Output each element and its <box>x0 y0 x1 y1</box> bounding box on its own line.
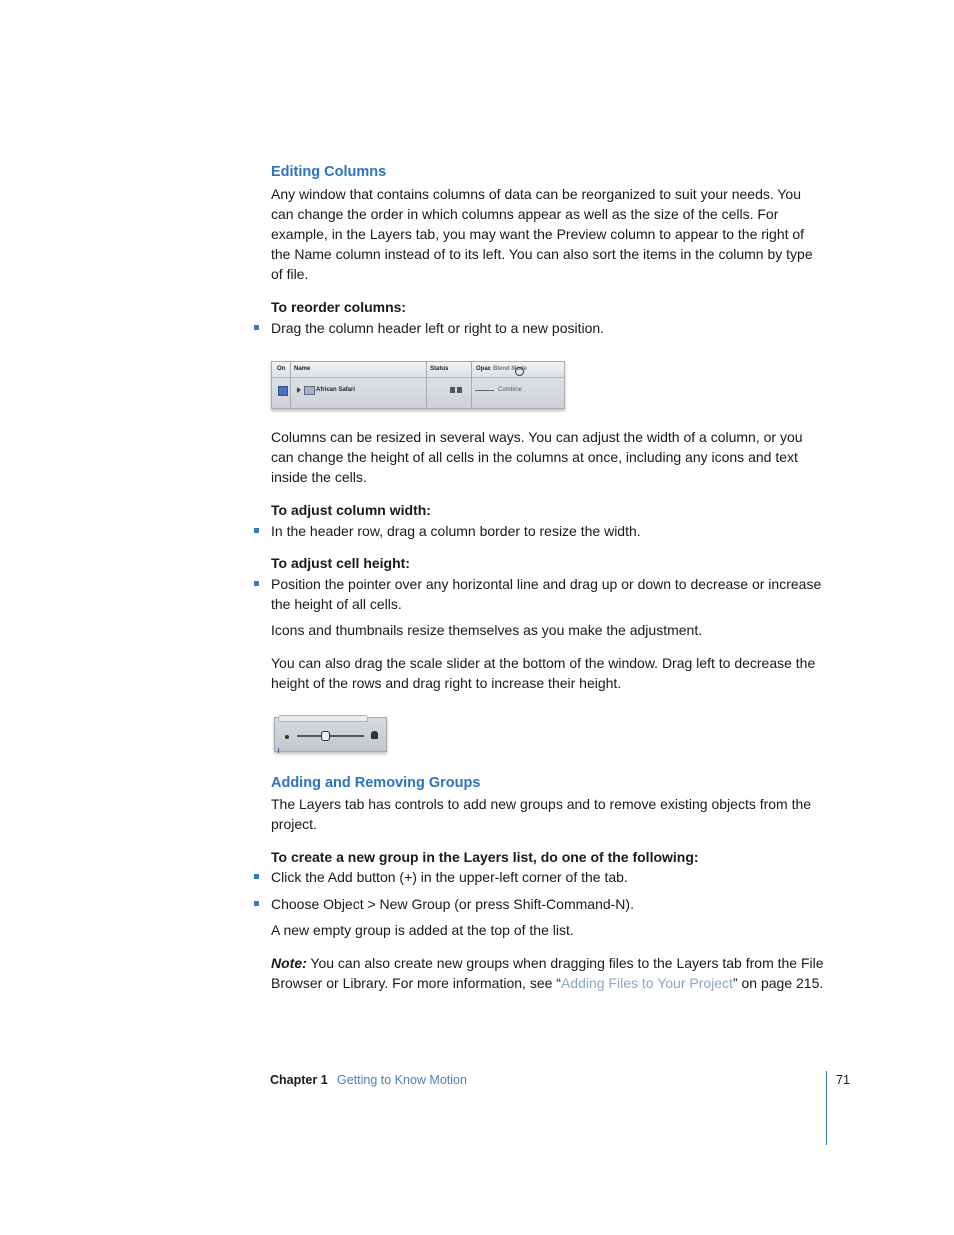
bullet-marker-icon <box>254 325 259 330</box>
group-icon <box>304 386 315 395</box>
scale-slider-knob[interactable] <box>321 731 330 741</box>
resize-handle <box>278 748 279 753</box>
layer-on-checkbox[interactable] <box>278 386 288 396</box>
disclosure-triangle-icon[interactable] <box>297 387 301 393</box>
column-header-opacity[interactable]: Opac <box>476 366 492 372</box>
create-group-lead: To create a new group in the Layers list, do one of the following: <box>271 849 699 865</box>
footer-rule <box>826 1071 827 1145</box>
layers-columns-screenshot <box>271 361 565 409</box>
scale-slider-screenshot <box>274 717 387 752</box>
lock-icon[interactable] <box>450 387 455 393</box>
column-border[interactable] <box>471 362 472 408</box>
bullet-marker-icon <box>254 901 259 906</box>
bullet-text: Click the Add button (+) in the upper-left corner of the tab. <box>271 869 628 885</box>
adjust-width-bullet <box>271 521 827 541</box>
section-heading-editing-columns: Editing Columns <box>271 164 387 180</box>
layer-name: African Safari <box>316 387 356 393</box>
editing-columns-intro: Any window that contains columns of data can be reorganized to suit your needs. You can change the order in which columns appear as well as the size of the cells. For example, in the Layers tab, you may want the Preview column to appear to the right of the Name column instead of to its left. You can also sort the items in the column by type of file. <box>271 186 813 282</box>
bullet-marker-icon <box>254 581 259 586</box>
footer-chapter: Chapter 1 <box>270 1073 328 1087</box>
resize-columns-text: Columns can be resized in several ways. You can adjust the width of a column, or you can change the height of all cells in the columns at once, including any icons and text inside the cells. <box>271 429 803 485</box>
drag-cursor-icon <box>515 367 524 376</box>
scale-slider-text: You can also drag the scale slider at the bottom of the window. Drag left to decrease the height of the rows and drag right to increase their height. <box>271 655 816 691</box>
page-number: 71 <box>836 1073 850 1087</box>
note-text-post: ” on page 215. <box>732 975 824 991</box>
adding-files-link[interactable]: Adding Files to Your Project <box>560 975 733 991</box>
link-icon[interactable] <box>457 387 462 393</box>
column-border[interactable] <box>290 362 291 408</box>
adjust-height-bullet <box>271 574 827 614</box>
icons-resize-note: Icons and thumbnails resize themselves as you make the adjustment. <box>271 622 703 638</box>
small-size-icon <box>285 735 289 739</box>
column-header-name[interactable]: Name <box>294 366 311 372</box>
groups-intro: The Layers tab has controls to add new groups and to remove existing objects from the project. <box>271 796 812 832</box>
column-header-status[interactable]: Status <box>430 366 449 372</box>
adjust-width-lead: To adjust column width: <box>271 502 431 518</box>
create-group-bullet-2 <box>271 894 827 914</box>
bullet-text: Drag the column header left or right to a new position. <box>271 320 605 336</box>
note-label: Note: <box>271 955 307 971</box>
bullet-text: In the header row, drag a column border to resize the width. <box>271 523 641 539</box>
bullet-marker-icon <box>254 528 259 533</box>
create-group-result: A new empty group is added at the top of the list. <box>271 922 574 938</box>
adjust-height-lead: To adjust cell height: <box>271 555 410 571</box>
large-size-icon <box>371 731 378 739</box>
blend-mode-value[interactable]: Combine <box>498 387 523 393</box>
column-header-row <box>272 362 564 378</box>
column-header-on[interactable]: On <box>277 366 286 372</box>
reorder-columns-lead: To reorder columns: <box>271 299 407 315</box>
section-heading-adding-removing-groups: Adding and Removing Groups <box>271 775 481 791</box>
column-header-blend-mode[interactable]: Blend Mode <box>493 366 527 372</box>
bullet-text: Choose Object > New Group (or press Shift-Command-N). <box>271 896 634 912</box>
column-border[interactable] <box>426 362 427 408</box>
note-text-pre: You can also create new groups when dragging files to the Layers tab from the File Browser or Library. For more information, see “ <box>271 955 824 991</box>
bullet-marker-icon <box>254 874 259 879</box>
footer-chapter-title[interactable]: Getting to Know Motion <box>337 1073 467 1087</box>
create-group-bullet-1 <box>271 867 827 887</box>
opacity-slider[interactable] <box>475 390 494 391</box>
note-paragraph <box>271 953 827 993</box>
reorder-columns-bullet <box>271 318 827 338</box>
bullet-text: Position the pointer over any horizontal line and drag up or down to decrease or increase the height of all cells. <box>271 576 822 612</box>
scale-slider-track[interactable] <box>297 735 364 737</box>
tab-edge <box>278 715 368 722</box>
